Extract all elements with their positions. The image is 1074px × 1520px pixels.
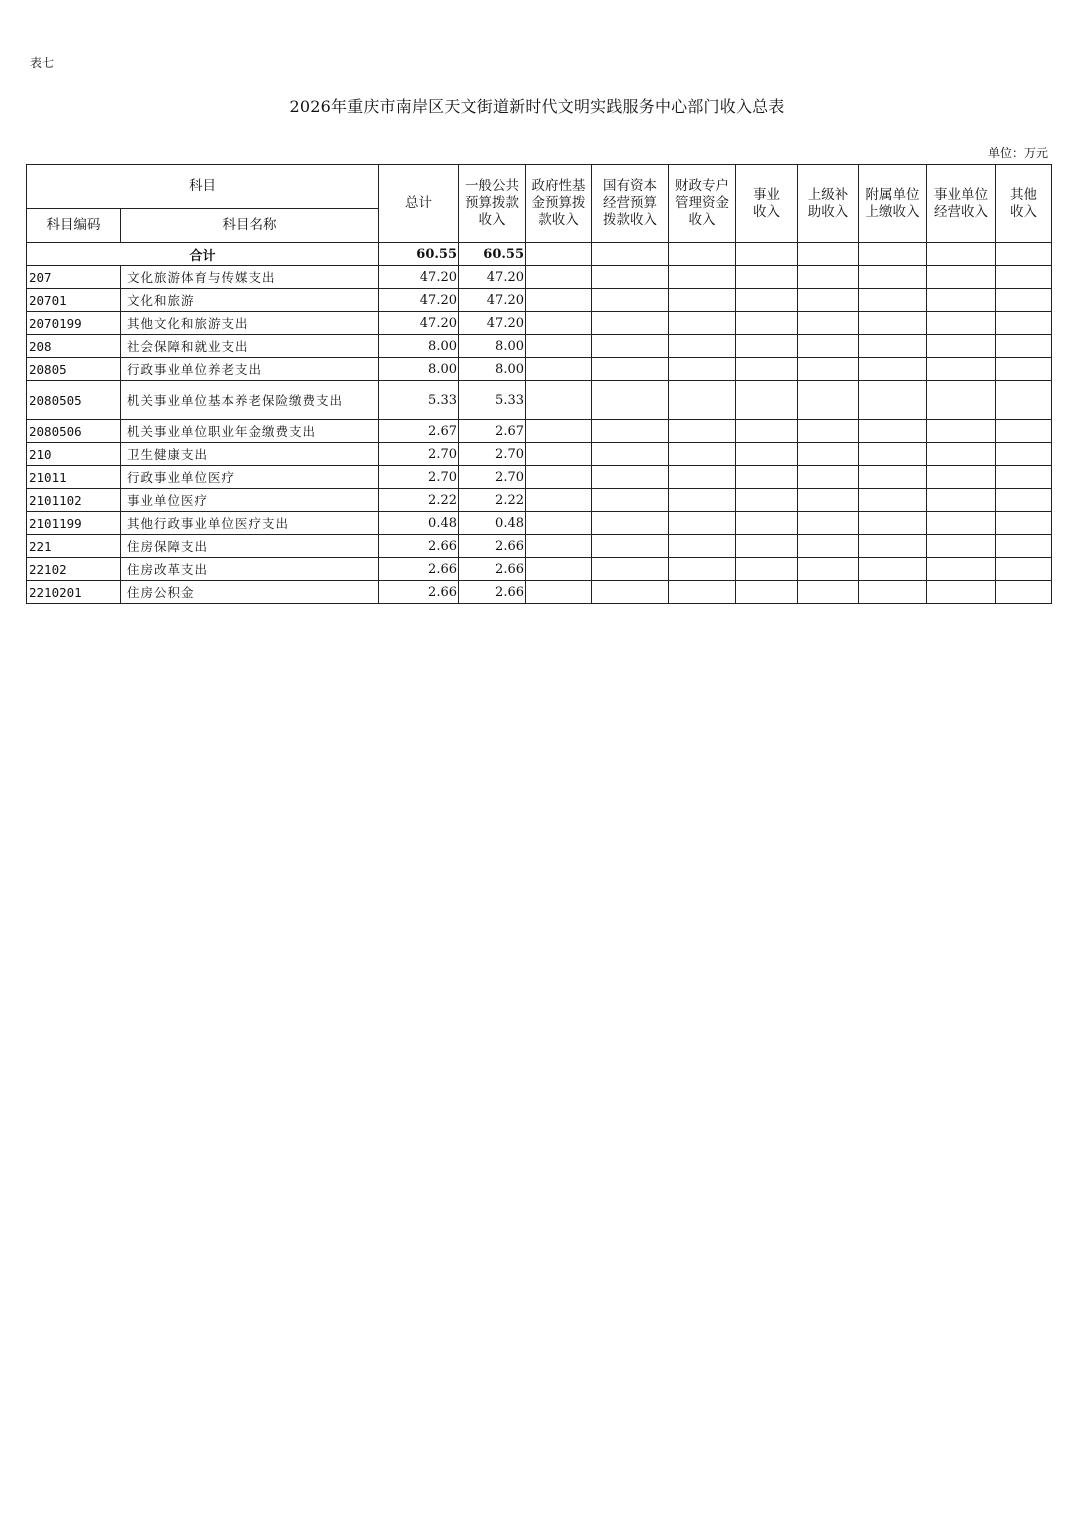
- row-total: 0.48: [379, 512, 459, 535]
- row-total: 8.00: [379, 335, 459, 358]
- row-code: 221: [27, 535, 121, 558]
- row-general: 47.20: [459, 266, 526, 289]
- row-code: 2101199: [27, 512, 121, 535]
- row-general: 8.00: [459, 358, 526, 381]
- row-name: 住房改革支出: [121, 558, 379, 581]
- row-total: 47.20: [379, 266, 459, 289]
- row-total: 2.70: [379, 466, 459, 489]
- header-subject: 科目: [27, 165, 379, 209]
- header-special-fund: 财政专户 管理资金 收入: [669, 165, 736, 243]
- row-name: 文化旅游体育与传媒支出: [121, 266, 379, 289]
- table-row: [27, 581, 1052, 604]
- table-row: [27, 558, 1052, 581]
- row-general: 0.48: [459, 512, 526, 535]
- row-code: 207: [27, 266, 121, 289]
- row-total: 5.33: [379, 381, 459, 420]
- row-name: 机关事业单位职业年金缴费支出: [121, 420, 379, 443]
- row-general: 2.22: [459, 489, 526, 512]
- row-name: 社会保障和就业支出: [121, 335, 379, 358]
- row-code: 2210201: [27, 581, 121, 604]
- row-name: 其他行政事业单位医疗支出: [121, 512, 379, 535]
- table-row: [27, 381, 1052, 420]
- row-total: 47.20: [379, 312, 459, 335]
- row-total: 2.70: [379, 443, 459, 466]
- row-total: 2.66: [379, 535, 459, 558]
- table-row: [27, 335, 1052, 358]
- row-code: 210: [27, 443, 121, 466]
- header-code: 科目编码: [27, 209, 121, 243]
- table-row: [27, 420, 1052, 443]
- table-row: [27, 466, 1052, 489]
- table-row: [27, 535, 1052, 558]
- header-other: 其他 收入: [996, 165, 1052, 243]
- row-general: 47.20: [459, 312, 526, 335]
- total-row: [27, 243, 1052, 266]
- table-row: [27, 289, 1052, 312]
- header-gov-fund: 政府性基 金预算拨 款收入: [526, 165, 592, 243]
- row-general: 2.66: [459, 535, 526, 558]
- row-general: 2.66: [459, 581, 526, 604]
- header-career: 事业 收入: [736, 165, 798, 243]
- row-general: 5.33: [459, 381, 526, 420]
- table-row: [27, 358, 1052, 381]
- income-summary-table: [26, 164, 1052, 604]
- table-number: 表七: [30, 56, 55, 70]
- row-total: 2.66: [379, 581, 459, 604]
- header-general-public: 一般公共 预算拨款 收入: [459, 165, 526, 243]
- header-state-capital: 国有资本 经营预算 拨款收入: [592, 165, 669, 243]
- row-name: 住房公积金: [121, 581, 379, 604]
- total-amount: 60.55: [379, 243, 459, 266]
- header-superior-subsidy: 上级补 助收入: [798, 165, 859, 243]
- row-name: 文化和旅游: [121, 289, 379, 312]
- row-total: 2.66: [379, 558, 459, 581]
- row-name: 行政事业单位养老支出: [121, 358, 379, 381]
- row-general: 2.70: [459, 443, 526, 466]
- row-code: 22102: [27, 558, 121, 581]
- row-general: 47.20: [459, 289, 526, 312]
- row-code: 208: [27, 335, 121, 358]
- header-total: 总计: [379, 165, 459, 243]
- row-name: 行政事业单位医疗: [121, 466, 379, 489]
- row-total: 2.22: [379, 489, 459, 512]
- row-total: 8.00: [379, 358, 459, 381]
- row-general: 8.00: [459, 335, 526, 358]
- row-total: 47.20: [379, 289, 459, 312]
- total-label: 合计: [27, 243, 379, 266]
- row-code: 2080505: [27, 381, 121, 420]
- row-name: 事业单位医疗: [121, 489, 379, 512]
- total-general: 60.55: [459, 243, 526, 266]
- header-operating: 事业单位 经营收入: [927, 165, 996, 243]
- row-general: 2.66: [459, 558, 526, 581]
- row-name: 住房保障支出: [121, 535, 379, 558]
- table-row: [27, 266, 1052, 289]
- row-code: 2101102: [27, 489, 121, 512]
- row-name: 机关事业单位基本养老保险缴费支出: [121, 381, 379, 420]
- row-name: 卫生健康支出: [121, 443, 379, 466]
- header-name: 科目名称: [121, 209, 379, 243]
- row-name: 其他文化和旅游支出: [121, 312, 379, 335]
- row-code: 2080506: [27, 420, 121, 443]
- table-row: [27, 312, 1052, 335]
- row-code: 2070199: [27, 312, 121, 335]
- page-title: 2026年重庆市南岸区天文街道新时代文明实践服务中心部门收入总表: [289, 97, 785, 116]
- row-code: 20701: [27, 289, 121, 312]
- row-code: 20805: [27, 358, 121, 381]
- table-row: [27, 512, 1052, 535]
- row-total: 2.67: [379, 420, 459, 443]
- unit-label: 单位：万元: [987, 146, 1048, 160]
- table-row: [27, 443, 1052, 466]
- row-code: 21011: [27, 466, 121, 489]
- row-general: 2.67: [459, 420, 526, 443]
- row-general: 2.70: [459, 466, 526, 489]
- table-row: [27, 489, 1052, 512]
- header-affiliated: 附属单位 上缴收入: [859, 165, 927, 243]
